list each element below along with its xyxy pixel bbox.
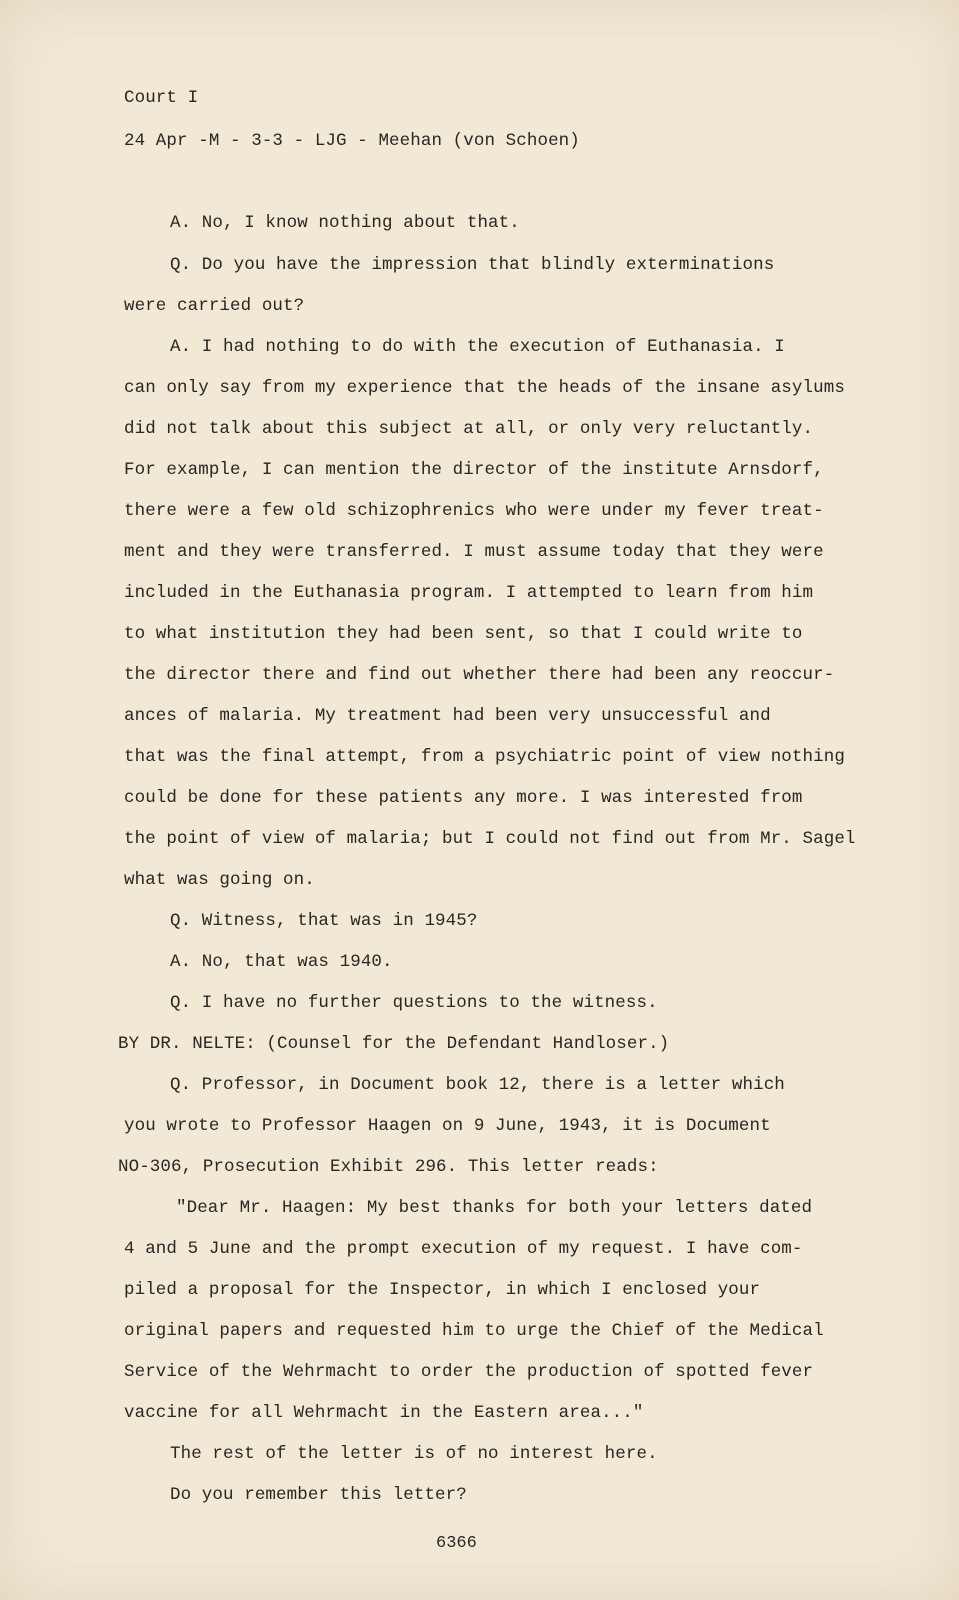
examiner-line: BY DR. NELTE: (Counsel for the Defendant Handloser.): [118, 1034, 670, 1054]
text-line: the point of view of malaria; but I could not find out from Mr. Sagel: [124, 829, 856, 849]
text-line: that was the final attempt, from a psychiatric point of view nothing: [124, 747, 845, 767]
text-line: to what institution they had been sent, so that I could write to: [124, 624, 803, 644]
question-line: Q. Professor, in Document book 12, there is a letter which: [170, 1075, 785, 1095]
text-line: can only say from my experience that the heads of the insane asylums: [124, 378, 845, 398]
text-line: you wrote to Professor Haagen on 9 June, 1943, it is Document: [124, 1116, 771, 1136]
text-line: did not talk about this subject at all, or only very reluctantly.: [124, 419, 814, 439]
text-line: included in the Euthanasia program. I attempted to learn from him: [124, 583, 814, 603]
quote-line: vaccine for all Wehrmacht in the Eastern area...": [124, 1403, 644, 1423]
session-line: 24 Apr -M - 3-3 - LJG - Meehan (von Schoen): [124, 131, 580, 151]
answer-line: A. No, I know nothing about that.: [170, 213, 520, 233]
text-line: could be done for these patients any more. I was interested from: [124, 788, 803, 808]
text-line: there were a few old schizophrenics who were under my fever treat-: [124, 501, 824, 521]
text-line: the director there and find out whether there had been any reoccur-: [124, 665, 835, 685]
question-line: Q. Witness, that was in 1945?: [170, 911, 478, 931]
quote-line: piled a proposal for the Inspector, in which I enclosed your: [124, 1280, 761, 1300]
text-line: For example, I can mention the director of the institute Arnsdorf,: [124, 460, 824, 480]
text-line: NO-306, Prosecution Exhibit 296. This letter reads:: [118, 1157, 659, 1177]
answer-line: A. No, that was 1940.: [170, 952, 393, 972]
answer-line: A. I had nothing to do with the execution of Euthanasia. I: [170, 337, 785, 357]
question-line: Do you remember this letter?: [170, 1485, 467, 1505]
text-line: ances of malaria. My treatment had been very unsuccessful and: [124, 706, 771, 726]
text-line: ment and they were transferred. I must assume today that they were: [124, 542, 824, 562]
text-line: what was going on.: [124, 870, 315, 890]
quote-line: Service of the Wehrmacht to order the production of spotted fever: [124, 1362, 814, 1382]
quote-line: "Dear Mr. Haagen: My best thanks for both your letters dated: [176, 1198, 813, 1218]
quote-line: original papers and requested him to urge the Chief of the Medical: [124, 1321, 824, 1341]
page-number: 6366: [436, 1534, 477, 1553]
question-line: Q. Do you have the impression that blindly exterminations: [170, 255, 775, 275]
quote-line: 4 and 5 June and the prompt execution of my request. I have com-: [124, 1239, 803, 1259]
court-label: Court I: [124, 88, 199, 108]
question-line: Q. I have no further questions to the witness.: [170, 993, 658, 1013]
text-line: The rest of the letter is of no interest here.: [170, 1444, 658, 1464]
text-line: were carried out?: [124, 296, 305, 316]
